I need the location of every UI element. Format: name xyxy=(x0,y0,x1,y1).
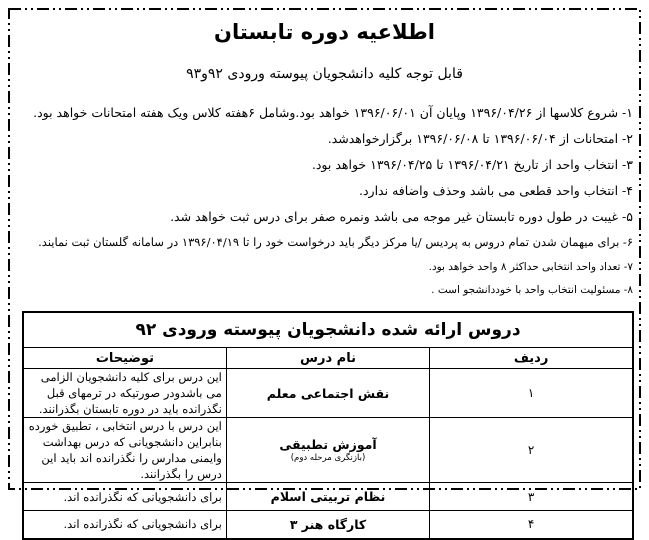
row-number: ۴ xyxy=(430,511,633,539)
course-name-main: آموزش تطبیقی xyxy=(279,437,377,452)
course-name: نقش اجتماعی معلم xyxy=(226,369,429,418)
courses-table xyxy=(22,311,634,540)
course-name-subnote: (بازنگری مرحله دوم) xyxy=(290,453,366,463)
note-item-8: ۸- مسئولیت انتخاب واحد با خوددانشجو است . xyxy=(431,284,633,296)
row-number: ۲ xyxy=(430,418,633,483)
course-description: برای دانشجویانی که نگذرانده اند. xyxy=(23,511,226,539)
table-title: دروس ارائه شده دانشجویان پیوسته ورودی ۹۲ xyxy=(23,312,633,348)
course-name: کارگاه هنر ۳ xyxy=(226,511,429,539)
column-header-num: ردیف xyxy=(430,348,633,369)
page-subtitle: قابل توجه کلیه دانشجویان پیوسته ورودی ۹۲و۹۳ xyxy=(186,66,463,82)
course-name: نظام تربیتی اسلام xyxy=(226,483,429,511)
page-title: اطلاعیه دوره تابستان xyxy=(214,20,435,44)
note-item-2: ۲- امتحانات از ۱۳۹۶/۰۶/۰۴ تا ۱۳۹۶/۰۶/۰۸ برگزارخواهدشد. xyxy=(327,131,633,146)
course-description: برای دانشجویانی که نگذرانده اند. xyxy=(23,483,226,511)
table-header-row xyxy=(23,348,633,369)
table-title-row xyxy=(23,312,633,348)
note-item-7: ۷- تعداد واحد انتخابی حداکثر ۸ واحد خواهد بود. xyxy=(428,261,633,273)
table-row xyxy=(23,369,633,418)
course-description: این درس با درس انتخابی ، تطبیق خورده بنابراین دانشجویانی که درس بهداشت وایمنی مدارس را نگذرانده اند باید این درس را بگذرانند. xyxy=(23,418,226,483)
row-number: ۱ xyxy=(430,369,633,418)
course-name xyxy=(226,418,429,483)
row-number: ۳ xyxy=(430,483,633,511)
table-row xyxy=(23,511,633,539)
column-header-desc: توضیحات xyxy=(23,348,226,369)
note-item-6: ۶- برای میهمان شدن تمام دروس به پردیس /یا مرکز دیگر باید درخواست خود را تا ۱۳۹۶/۰۴/۱۹ در سامانه گلستان ثبت نمایند. xyxy=(38,235,633,249)
column-header-course: نام درس xyxy=(226,348,429,369)
note-item-3: ۳- انتخاب واحد از تاریخ ۱۳۹۶/۰۴/۲۱ تا ۱۳۹۶/۰۴/۲۵ خواهد بود. xyxy=(311,157,633,172)
note-item-1: ۱- شروع کلاسها از ۱۳۹۶/۰۴/۲۶ وپایان آن ۱۳۹۶/۰۶/۰۱ خواهد بود.وشامل ۶هفته کلاس ویک هفته امتحانات خواهد بود. xyxy=(33,105,633,120)
notes-list xyxy=(12,106,633,308)
table-row xyxy=(23,418,633,483)
course-description: این درس برای کلیه دانشجویان الزامی می باشدودر صورتیکه در ترمهای قبل نگذرانده باید در دوره تابستان بگذرانند. xyxy=(23,369,226,418)
note-item-4: ۴- انتخاب واحد قطعی می باشد وحذف واضافه ندارد. xyxy=(359,183,633,198)
table-row xyxy=(23,483,633,511)
note-item-5: ۵- غیبت در طول دوره تابستان غیر موجه می باشد ونمره صفر برای درس ثبت خواهد شد. xyxy=(170,209,633,224)
